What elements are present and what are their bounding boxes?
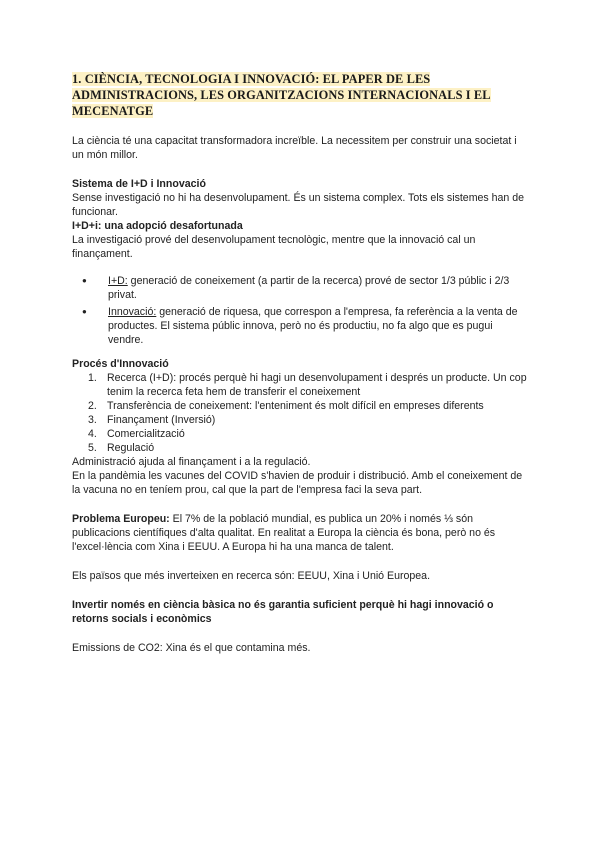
step-text: Recerca (I+D): procés perquè hi hagi un desenvolupament i després un producte. Un cop tenim la recerca feta hem de transferir el coneixement xyxy=(107,372,527,398)
step-text: Regulació xyxy=(107,442,155,454)
section-title xyxy=(72,71,528,119)
list-item: 1. Recerca (I+D): procés perquè hi hagi un desenvolupament i després un producte. Un cop tenim la recerca feta hem de transferir el coneixement xyxy=(88,372,527,398)
bullet-term-id: I+D: xyxy=(108,275,128,287)
intro-paragraph: La ciència té una capacitat transformadora increïble. La necessitem per construir una societat i un món millor. xyxy=(72,135,517,161)
europeu-paragraph xyxy=(72,512,528,554)
sistema-text: Sense investigació no hi ha desenvolupament. És un sistema complex. Tots els sistemes han de funcionar. xyxy=(72,192,525,218)
paisos-paragraph: Els països que més inverteixen en recerca són: EEUU, Xina i Unió Europea. xyxy=(72,570,431,582)
idi-text: La investigació prové del desenvolupament tecnològic, mentre que la innovació cal un finançament. xyxy=(72,234,476,260)
sistema-heading: Sistema de I+D i Innovació xyxy=(72,178,206,190)
bullet-text-id: generació de coneixement (a partir de la recerca) prové de sector 1/3 públic i 2/3 privat. xyxy=(108,275,510,301)
list-item: 4. Comercialització xyxy=(88,428,185,440)
title-line-1: 1. CIÈNCIA, TECNOLOGIA I INNOVACIÓ: EL PAPER DE LES xyxy=(72,72,431,86)
title-line-3: MECENATGE xyxy=(72,104,154,118)
title-line-2: ADMINISTRACIONS, LES ORGANITZACIONS INTERNACIONALS I EL xyxy=(72,88,491,102)
list-item xyxy=(108,274,528,302)
list-item: 2. Transferència de coneixement: l'enteniment és molt difícil en empreses diferents xyxy=(88,400,484,412)
proces-steps-list xyxy=(72,371,528,455)
proces-after-2: En la pandèmia les vacunes del COVID s'havien de produir i distribució. Amb el coneixement de la vacuna no en teníem prou, cal que la part de l'empresa faci la seva part. xyxy=(72,470,523,496)
document-body xyxy=(72,71,528,655)
europeu-label: Problema Europeu: xyxy=(72,513,170,525)
list-item xyxy=(108,305,528,347)
proces-after-1: Administració ajuda al finançament i a la regulació. xyxy=(72,456,311,468)
bullet-text-innovacio: generació de riquesa, que correspon a l'empresa, fa referència a la venta de productes. El sistema públic innova, però no és productiu, no fa algo que es pugui vendre. xyxy=(108,306,518,346)
list-item: 5. Regulació xyxy=(88,442,155,454)
bullet-term-innovacio: Innovació: xyxy=(108,306,157,318)
proces-heading: Procés d'Innovació xyxy=(72,358,169,370)
step-text: Finançament (Inversió) xyxy=(107,414,216,426)
step-text: Comercialització xyxy=(107,428,185,440)
invertir-paragraph: Invertir només en ciència bàsica no és garantia suficient perquè hi hagi innovació o retorns socials i econòmics xyxy=(72,599,494,625)
list-item: 3. Finançament (Inversió) xyxy=(88,414,216,426)
idi-bullet-list xyxy=(72,274,528,347)
step-text: Transferència de coneixement: l'enteniment és molt difícil en empreses diferents xyxy=(107,400,484,412)
idi-heading: I+D+i: una adopció desafortunada xyxy=(72,220,243,232)
emissions-paragraph: Emissions de CO2: Xina és el que contamina més. xyxy=(72,642,311,654)
europeu-text: El 7% de la població mundial, es publica un 20% i només ⅓ són publicacions científiques d'alta qualitat. En realitat a Europa la ciència és bona, però no és l'excel·lència com Xina i EEUU. A Europa hi ha una manca de talent. xyxy=(72,513,496,553)
